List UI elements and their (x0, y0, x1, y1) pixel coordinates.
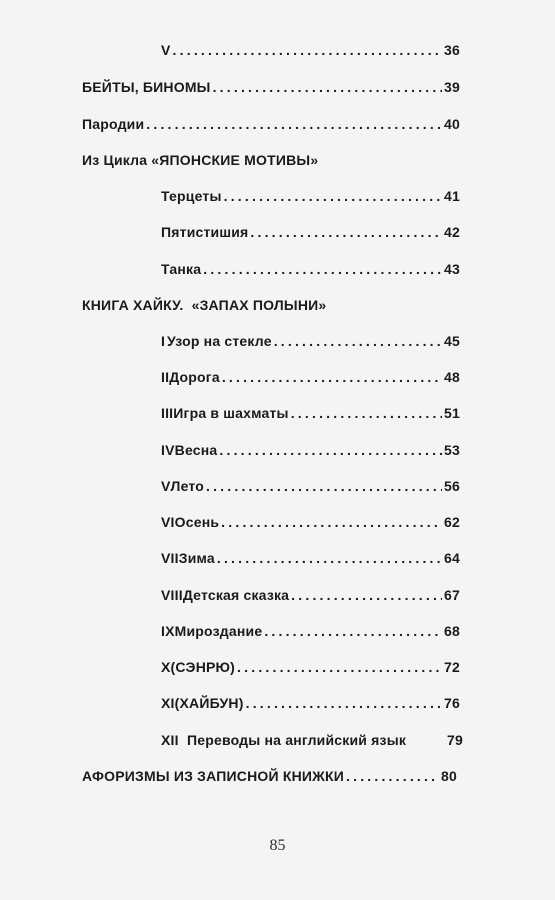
toc-leader-dots (213, 79, 442, 95)
toc-leader-dots (203, 261, 442, 277)
page-number: 85 (269, 837, 286, 854)
toc-entry (161, 261, 460, 277)
toc-entry-page: 79 (447, 732, 463, 748)
toc-entry-page: 42 (444, 224, 460, 240)
toc-leader-dots (291, 587, 442, 603)
toc-entry-number: IX (161, 623, 175, 639)
toc-entry-page: 48 (444, 369, 460, 385)
toc-entry-title: Пародии (82, 116, 145, 132)
toc-entry-title: (ХАЙБУН) (174, 695, 244, 711)
toc-entry-page: 41 (444, 188, 460, 204)
toc-leader-dots (146, 116, 442, 132)
toc-entry (161, 369, 460, 385)
toc-entry-page: 76 (444, 695, 460, 711)
toc-leader-dots (224, 188, 442, 204)
toc-leader-dots (264, 623, 442, 639)
toc-entry-title: Узор на стекле (167, 333, 272, 349)
toc-entry-number: VIII (161, 587, 183, 603)
toc-entry-page: 51 (444, 405, 460, 421)
toc-entry (161, 514, 460, 530)
toc-entry-number: III (161, 405, 174, 421)
toc-entry (82, 116, 460, 132)
toc-entry (161, 695, 460, 711)
toc-entry (161, 188, 460, 204)
toc-entry-page: 64 (444, 550, 460, 566)
toc-entry-page: 45 (444, 333, 460, 349)
toc-entry (161, 333, 460, 349)
toc-entry (161, 587, 460, 603)
toc-entry-number: IV (161, 442, 175, 458)
toc-entry-page: 56 (444, 478, 460, 494)
toc-leader-dots (237, 659, 442, 675)
toc-leader-dots (346, 768, 439, 784)
toc-entry (161, 550, 460, 566)
toc-leader-dots (217, 550, 442, 566)
toc-entry-number: I (161, 333, 166, 349)
toc-entry-title: Танка (161, 261, 202, 277)
toc-leader-dots (274, 333, 442, 349)
toc-entry-page: 62 (444, 514, 460, 530)
toc-entry-title: Весна (174, 442, 218, 458)
toc-leader-dots (246, 695, 442, 711)
toc-entry-number: VII (161, 550, 179, 566)
toc-entry-number: II (161, 369, 170, 385)
toc-leader-dots (222, 369, 442, 385)
toc-leader-dots (206, 478, 442, 494)
toc-entry (161, 42, 460, 58)
toc-entry-page: 72 (444, 659, 460, 675)
toc-entry-title: Дорога (169, 369, 220, 385)
toc-entry-page: 68 (444, 623, 460, 639)
toc-section-heading: Из Цикла «ЯПОНСКИЕ МОТИВЫ» (82, 152, 319, 168)
toc-entry-title: Игра в шахматы (173, 405, 289, 421)
toc-entry-title: Терцеты (161, 188, 222, 204)
toc-leader-dots (221, 514, 442, 530)
toc-leader-dots (219, 442, 442, 458)
toc-entry-title: Пятистишия (161, 224, 249, 240)
toc-entry-number: V (161, 42, 171, 58)
toc-entry-page: 39 (444, 79, 460, 95)
toc-entry-title: Мироздание (174, 623, 263, 639)
toc-entry-page: 53 (444, 442, 460, 458)
toc-entry (82, 768, 457, 784)
toc-entry (161, 623, 460, 639)
toc-entry-title: (СЭНРЮ) (170, 659, 236, 675)
toc-entry-page: 80 (441, 768, 457, 784)
toc-entry-page: 36 (444, 42, 460, 58)
toc-entry (161, 405, 460, 421)
toc-leader-dots (250, 224, 442, 240)
toc-entry-page: 43 (444, 261, 460, 277)
toc-leader-dots (173, 42, 442, 58)
toc-entry-title: Переводы на английский язык (187, 732, 407, 748)
toc-entry (82, 79, 460, 95)
toc-entry-title: Зима (178, 550, 215, 566)
toc-entry-page: 40 (444, 116, 460, 132)
toc-entry-title: АФОРИЗМЫ ИЗ ЗАПИСНОЙ КНИЖКИ (82, 768, 345, 784)
toc-entry-title: Осень (174, 514, 220, 530)
toc-entry (161, 659, 460, 675)
toc-entry-number: XII (161, 732, 179, 748)
toc-entry-number: V (161, 478, 171, 494)
toc-section-heading: КНИГА ХАЙКУ. «ЗАПАХ ПОЛЫНИ» (82, 297, 327, 313)
toc-leader-dots (291, 405, 442, 421)
toc-entry-number: VI (161, 514, 175, 530)
toc-entry-title: Лето (170, 478, 204, 494)
toc-entry-title: Детская сказка (182, 587, 290, 603)
toc-entry-page: 67 (444, 587, 460, 603)
toc-entry-title: БЕЙТЫ, БИНОМЫ (82, 79, 211, 95)
toc-entry (161, 224, 460, 240)
toc-entry (161, 442, 460, 458)
toc-entry (161, 732, 463, 748)
toc-entry-number: X (161, 659, 171, 675)
toc-entry (161, 478, 460, 494)
toc-entry-number: XI (161, 695, 175, 711)
